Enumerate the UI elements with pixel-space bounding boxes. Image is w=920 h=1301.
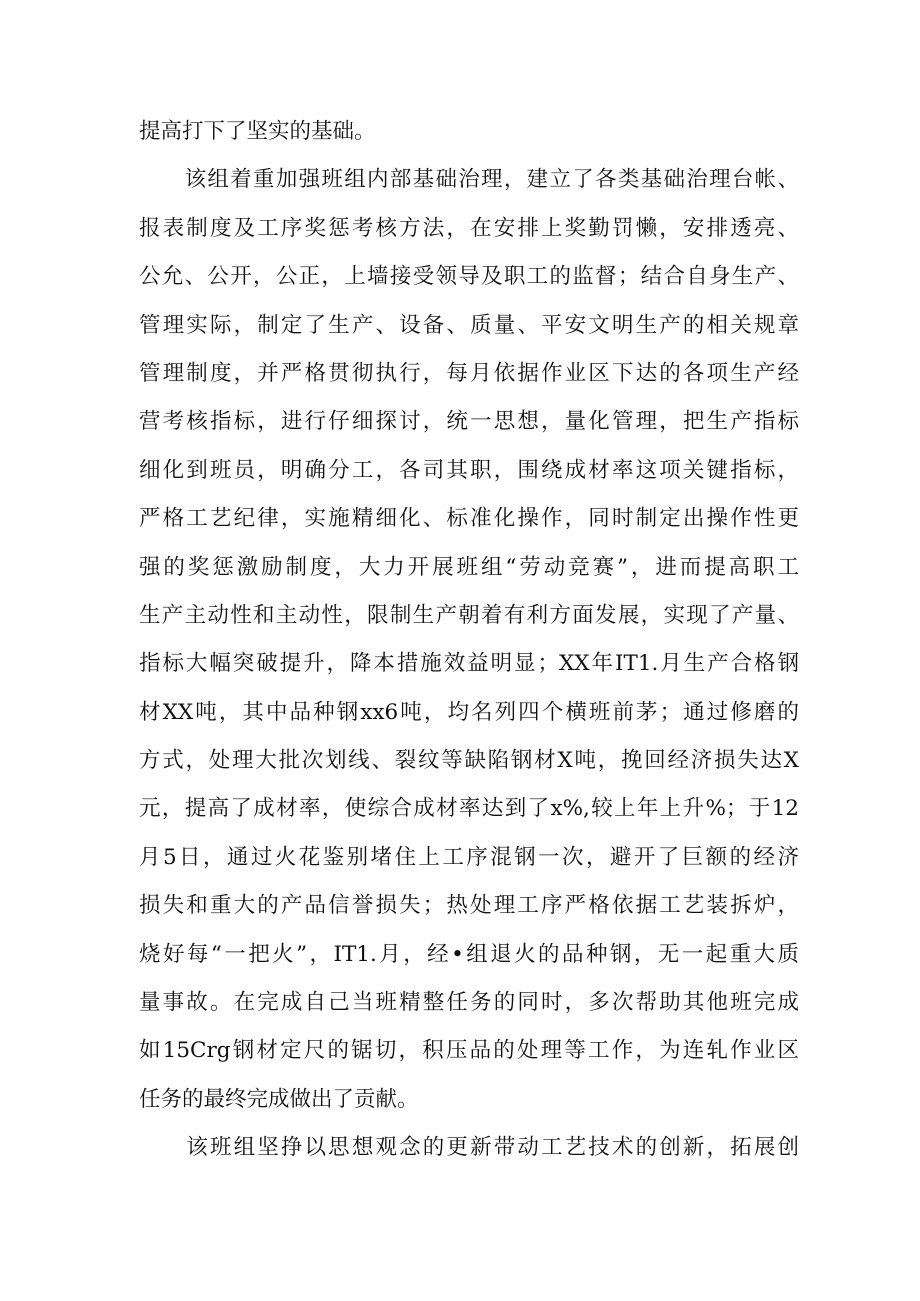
text-line: 损失和重大的产品信誉损失；热处理工序严格依据工艺装拆炉， [139, 893, 799, 919]
text-line: 生产主动性和主动性，限制生产朝着有利方面发展，实现了产量、 [139, 602, 799, 628]
body-text [139, 108, 799, 1173]
text-line: 提高打下了坚实的基础。 [139, 119, 376, 144]
text-line: 该组着重加强班组内部基础治理，建立了各类基础治理台帐、 [139, 167, 799, 193]
text-line: 管理实际，制定了生产、设备、质量、平安文明生产的相关规章 [139, 312, 799, 338]
text-line: 公允、公开，公正，上墙接受领导及职工的监督；结合自身生产、 [139, 264, 799, 290]
text-line: 材XX吨，其中品种钢xx6吨，均名列四个横班前茅；通过修磨的 [139, 699, 799, 725]
text-line: 如15Crg钢材定尺的锯切，积压品的处理等工作，为连轧作业区 [139, 1038, 799, 1064]
text-line: 强的奖惩激励制度，大力开展班组“劳动竞赛”，进而提高职工 [139, 554, 799, 580]
text-line: 报表制度及工序奖惩考核方法，在安排上奖勤罚懒，安排透亮、 [139, 215, 799, 241]
text-line: 方式，处理大批次划线、裂纹等缺陷钢材X吨，挽回经济损失达X [139, 748, 799, 774]
text-line: 指标大幅突破提升，降本措施效益明显；XX年IT1.月生产合格钢 [139, 651, 799, 677]
text-line: 严格工艺纪律，实施精细化、标准化操作，同时制定出操作性更 [139, 506, 799, 532]
text-line: 细化到班员，明确分工，各司其职，围绕成材率这项关键指标， [139, 457, 799, 483]
text-line: 月5日，通过火花鉴别堵住上工序混钢一次，避开了巨额的经济 [139, 844, 799, 870]
text-line: 任务的最终完成做出了贡献。 [139, 1086, 419, 1112]
text-line: 烧好每“一把火”，IT1.月，经•组退火的品种钢，无一起重大质 [139, 941, 799, 967]
text-line: 元，提高了成材率，使综合成材率达到了x%,较上年上升%；于12 [139, 796, 799, 822]
text-line: 该班组坚挣以思想观念的更新带动工艺技术的创新，拓展创 [139, 1135, 799, 1161]
text-line: 营考核指标，进行仔细探讨，统一思想，量化管理，把生产指标 [139, 409, 799, 435]
text-line: 管理制度，并严格贯彻执行，每月依据作业区下达的各项生产经 [139, 360, 799, 386]
text-line: 量事故。在完成自己当班精整任务的同时，多次帮助其他班完成 [139, 990, 799, 1016]
